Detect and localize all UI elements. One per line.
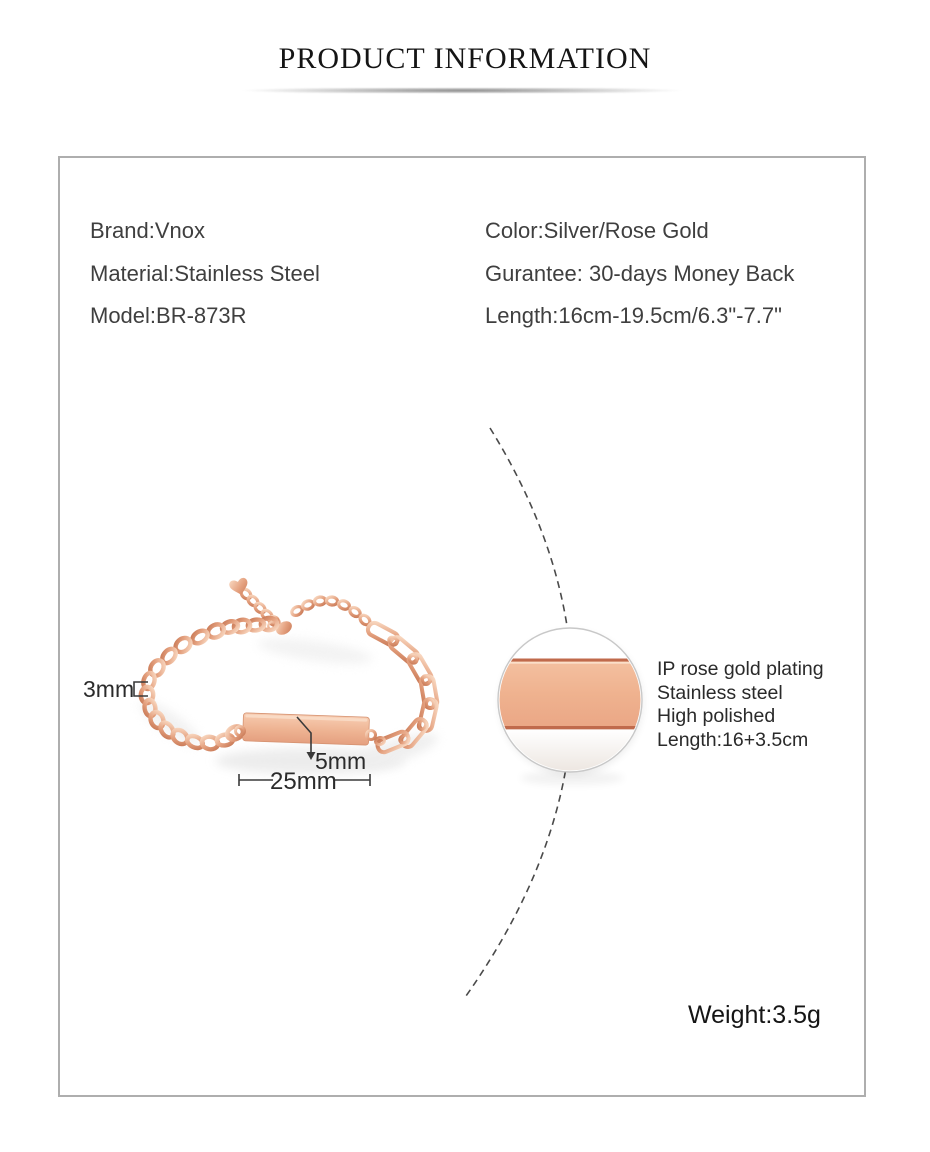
spec-length: Length:16cm-19.5cm/6.3"-7.7" <box>485 303 782 328</box>
plate-right-ring <box>367 731 376 740</box>
spec-brand: Brand:Vnox <box>90 218 205 243</box>
page-title: PRODUCT INFORMATION <box>278 42 652 75</box>
product-info-box <box>58 156 866 1097</box>
top-chain <box>290 596 371 626</box>
magnifier-callout <box>440 420 660 1010</box>
heart-charm-icon <box>228 577 250 597</box>
magnified-plate-band <box>496 659 644 776</box>
bracelet-shadows <box>135 633 441 775</box>
spec-model: Model:BR-873R <box>90 303 247 328</box>
detail-caption <box>657 658 824 752</box>
spec-material: Material:Stainless Steel <box>90 261 320 286</box>
dimension-label-25mm: 25mm <box>270 768 337 795</box>
dimension-label-5mm: 5mm <box>315 748 367 774</box>
weight-text: Weight:3.5g <box>688 1001 821 1029</box>
title-underline-shadow <box>205 88 719 93</box>
magnifier-circle <box>496 628 644 775</box>
id-plate <box>243 713 370 745</box>
detail-line-material: Stainless steel <box>657 681 783 704</box>
detail-line-plating: IP rose gold plating <box>657 658 824 680</box>
detail-line-finish: High polished <box>657 705 776 727</box>
plate-left-ring <box>236 727 245 736</box>
dimension-label-3mm: 3mm <box>83 676 135 702</box>
spec-color: Color:Silver/Rose Gold <box>485 218 709 243</box>
spec-guarantee: Gurantee: 30-days Money Back <box>485 261 795 286</box>
detail-line-length: Length:16+3.5cm <box>657 728 809 751</box>
